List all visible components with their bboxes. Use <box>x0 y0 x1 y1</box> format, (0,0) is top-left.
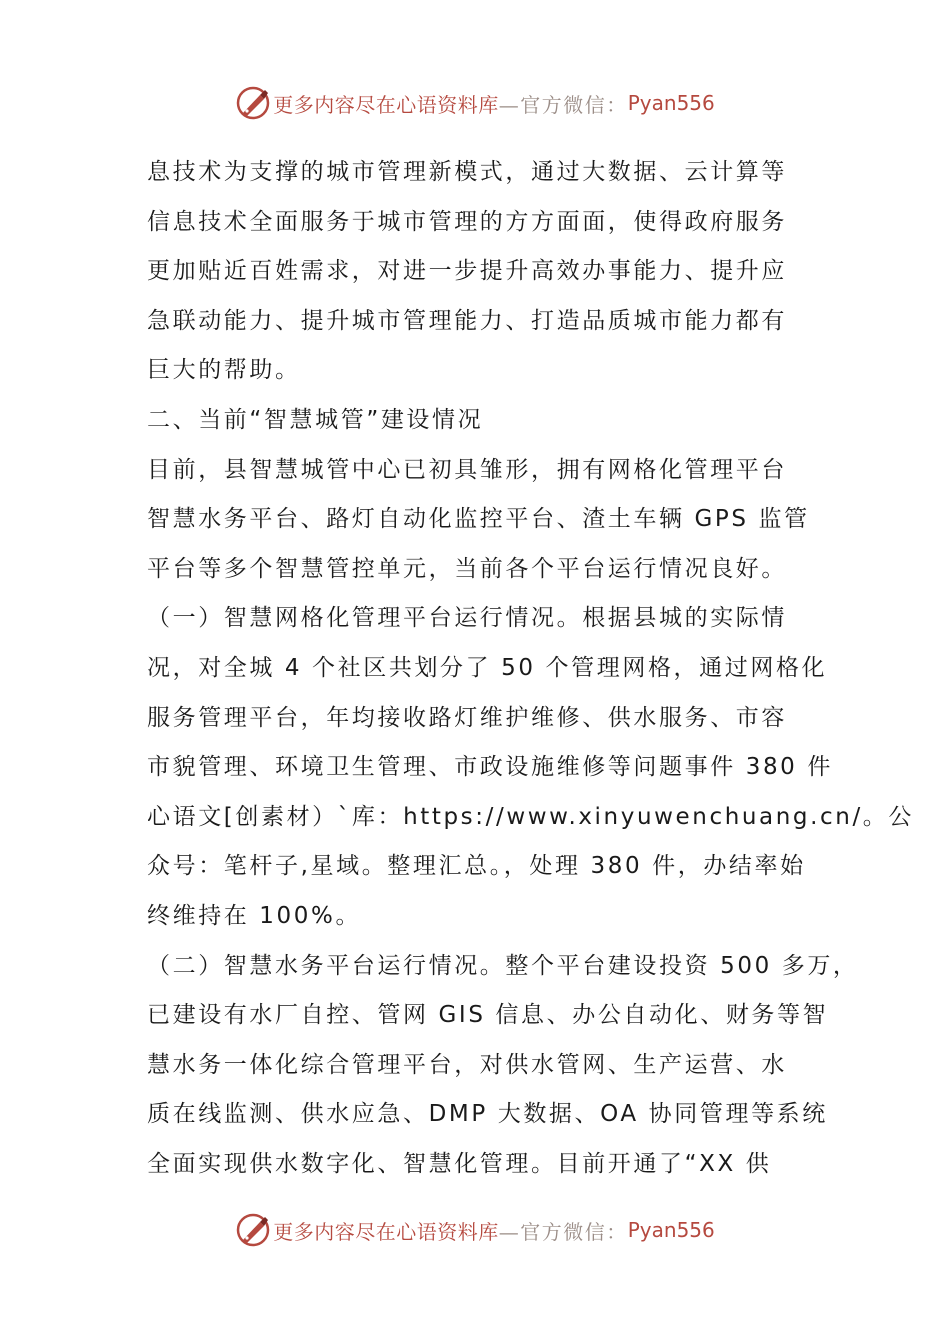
banner-wechat-id: Pyan556 <box>627 91 715 115</box>
body-line: 智慧水务平台、路灯自动化监控平台、渣土车辆 GPS 监管 <box>147 506 810 533</box>
banner-slogan: 更多内容尽在心语资料库 <box>273 92 499 117</box>
pen-logo-icon <box>235 1212 271 1248</box>
body-line: 目前，县智慧城管中心已初具雏形，拥有网格化管理平台 <box>147 456 787 483</box>
body-line: （二）智慧水务平台运行情况。整个平台建设投资 500 多万， <box>147 952 859 979</box>
body-line: 慧水务一体化综合管理平台，对供水管网、生产运营、水 <box>147 1051 787 1078</box>
body-line: 质在线监测、供水应急、DMP 大数据、OA 协同管理等系统 <box>147 1101 828 1128</box>
section-heading: 二、当前“智慧城管”建设情况 <box>147 406 484 433</box>
body-line: 已建设有水厂自控、管网 GIS 信息、办公自动化、财务等智 <box>147 1002 829 1029</box>
body-line: 巨大的帮助。 <box>147 357 301 384</box>
pen-logo-icon <box>235 85 271 121</box>
body-line: 服务管理平台，年均接收路灯维护维修、供水服务、市容 <box>147 704 787 731</box>
body-line: 况，对全城 4 个社区共划分了 50 个管理网格，通过网格化 <box>147 654 828 681</box>
body-line: 息技术为支撑的城市管理新模式，通过大数据、云计算等 <box>147 159 787 185</box>
banner-slogan: 更多内容尽在心语资料库 <box>273 1219 499 1244</box>
footer-banner <box>0 1210 950 1250</box>
body-line: 全面实现供水数字化、智慧化管理。目前开通了“XX 供 <box>147 1150 772 1177</box>
body-line: 市貌管理、环境卫生管理、市政设施维修等问题事件 380 件 <box>147 754 833 781</box>
banner-wechat-label: —官方微信： <box>498 92 628 117</box>
body-line: 信息技术全面服务于城市管理的方方面面，使得政府服务 <box>147 208 787 235</box>
banner-wechat-label: —官方微信： <box>498 1219 628 1244</box>
document-body <box>147 148 915 1189</box>
body-line: 急联动能力、提升城市管理能力、打造品质城市能力都有 <box>147 307 787 334</box>
header-banner <box>0 83 950 123</box>
body-line: 更加贴近百姓需求，对进一步提升高效办事能力、提升应 <box>147 258 787 285</box>
body-line: 终维持在 100%。 <box>147 902 362 929</box>
body-line: 心语文[创素材）`库：https://www.xinyuwenchuang.cn/。公 <box>147 803 915 830</box>
body-line: 众号：笔杆子,星域。整理汇总。，处理 380 件，办结率始 <box>147 853 806 880</box>
body-line: 平台等多个智慧管控单元，当前各个平台运行情况良好。 <box>147 555 787 582</box>
body-line: （一）智慧网格化管理平台运行情况。根据县城的实际情 <box>147 605 787 632</box>
banner-wechat-id: Pyan556 <box>627 1218 715 1242</box>
